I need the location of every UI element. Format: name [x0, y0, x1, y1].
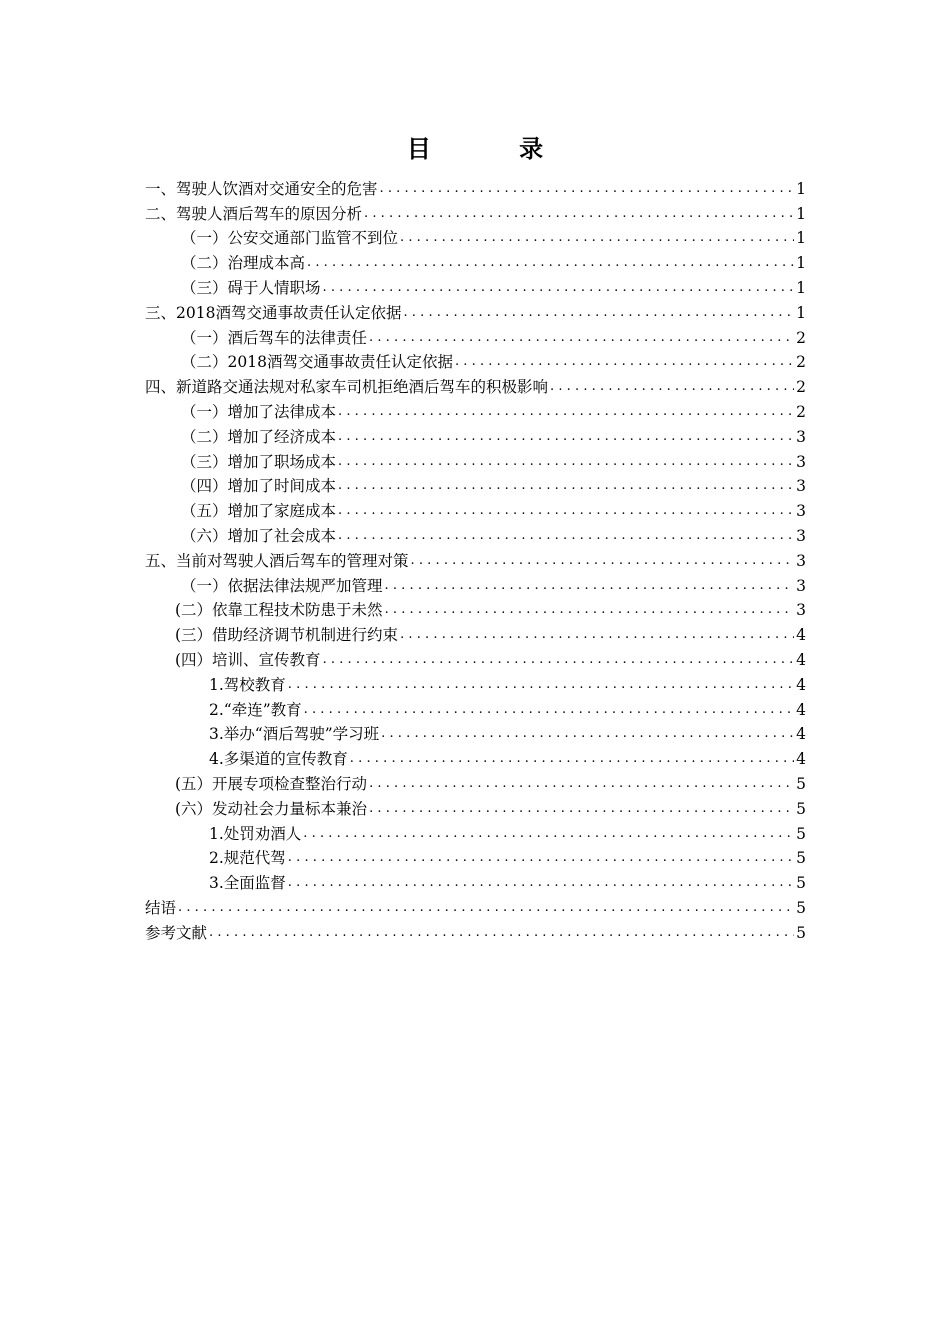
toc-dot-leader: [178, 898, 794, 918]
toc-title: 目 录: [406, 134, 584, 163]
toc-entry-title: (六）发动社会力量标本兼治: [175, 799, 368, 818]
toc-entry-title: （六）增加了社会成本: [181, 526, 337, 545]
toc-dot-leader: [381, 724, 794, 744]
toc-dot-leader: [364, 204, 794, 224]
toc-entry[interactable]: [145, 521, 806, 546]
toc-dot-leader: [403, 303, 794, 323]
toc-entry-title: （二）增加了经济成本: [181, 427, 337, 446]
toc-entry-title: （一）公安交通部门监管不到位: [181, 229, 399, 248]
toc-entry[interactable]: [145, 893, 806, 918]
toc-dot-leader: [385, 600, 794, 620]
toc-entry-title: (三）借助经济调节机制进行约束: [175, 626, 399, 645]
toc-page-number: 4: [796, 700, 806, 719]
toc-entry[interactable]: [145, 744, 806, 769]
toc-entry-title: 四、新道路交通法规对私家车司机拒绝酒后驾车的积极影响: [145, 378, 549, 397]
toc-entry[interactable]: [145, 248, 806, 273]
toc-page-number: 1: [796, 179, 806, 198]
toc-entry-title: （五）增加了家庭成本: [181, 502, 337, 521]
toc-page-number: 2: [796, 328, 806, 347]
toc-page-number: 5: [796, 874, 806, 893]
toc-entry-title: （四）增加了时间成本: [181, 477, 337, 496]
toc-page-number: 4: [796, 750, 806, 769]
toc-page-number: 4: [796, 650, 806, 669]
toc-entry-title: 2.“牵连”教育: [209, 700, 302, 719]
toc-dot-leader: [338, 427, 794, 447]
toc-entry[interactable]: [145, 645, 806, 670]
toc-dot-leader: [369, 774, 794, 794]
toc-entry[interactable]: [145, 199, 806, 224]
toc-entry[interactable]: [145, 620, 806, 645]
toc-entry-title: (五）开展专项检查整治行动: [175, 774, 368, 793]
toc-entry-title: （二）2018酒驾交通事故责任认定依据: [181, 353, 453, 372]
toc-entry-title: （一）依据法律法规严加管理: [181, 576, 383, 595]
toc-page-number: 5: [796, 849, 806, 868]
toc-dot-leader: [369, 328, 794, 348]
toc-entry-title: 2.规范代驾: [209, 849, 286, 868]
toc-page-number: 1: [796, 278, 806, 297]
toc-entry-title: 结语: [145, 898, 177, 917]
toc-page-number: 5: [796, 824, 806, 843]
toc-page-number: 5: [796, 923, 806, 942]
toc-page-number: 3: [796, 526, 806, 545]
toc-page-number: 2: [796, 353, 806, 372]
toc-dot-leader: [303, 824, 794, 844]
toc-entry[interactable]: [145, 397, 806, 422]
toc-entry[interactable]: [145, 794, 806, 819]
toc-entry-title: 3.举办“酒后驾驶”学习班: [209, 725, 380, 744]
toc-dot-leader: [338, 402, 794, 422]
toc-dot-leader: [550, 377, 794, 397]
toc-dot-leader: [411, 551, 794, 571]
toc-page-number: 5: [796, 898, 806, 917]
toc-entry[interactable]: [145, 472, 806, 497]
toc-entry[interactable]: [145, 720, 806, 745]
toc-page-number: 3: [796, 551, 806, 570]
toc-entry[interactable]: [145, 298, 806, 323]
toc-entry[interactable]: [145, 695, 806, 720]
toc-entry-title: 五、当前对驾驶人酒后驾车的管理对策: [145, 551, 409, 570]
toc-dot-leader: [323, 278, 794, 298]
toc-entry[interactable]: [145, 819, 806, 844]
toc-page-number: 5: [796, 799, 806, 818]
toc-entry[interactable]: [145, 323, 806, 348]
toc-dot-leader: [304, 700, 794, 720]
toc-dot-leader: [380, 179, 794, 199]
toc-list: [145, 174, 806, 943]
toc-dot-leader: [385, 576, 794, 596]
toc-entry-title: 1.处罚劝酒人: [209, 824, 302, 843]
toc-page-number: 5: [796, 774, 806, 793]
toc-dot-leader: [288, 848, 794, 868]
toc-entry[interactable]: [145, 670, 806, 695]
toc-entry[interactable]: [145, 447, 806, 472]
toc-entry-title: （一）酒后驾车的法律责任: [181, 328, 368, 347]
toc-page-number: 4: [796, 626, 806, 645]
toc-page-number: 1: [796, 254, 806, 273]
toc-page-number: 2: [796, 402, 806, 421]
toc-dot-leader: [455, 352, 794, 372]
toc-entry-title: 三、2018酒驾交通事故责任认定依据: [145, 303, 402, 322]
toc-dot-leader: [400, 228, 794, 248]
toc-entry-title: （三）碍于人情职场: [181, 278, 321, 297]
toc-page-number: 1: [796, 229, 806, 248]
toc-entry[interactable]: [145, 571, 806, 596]
toc-entry-title: 3.全面监督: [209, 874, 286, 893]
toc-dot-leader: [288, 873, 794, 893]
toc-entry-title: (二）依靠工程技术防患于未然: [175, 601, 383, 620]
toc-entry-title: 4.多渠道的宣传教育: [209, 750, 348, 769]
toc-dot-leader: [350, 749, 794, 769]
toc-entry[interactable]: [145, 422, 806, 447]
toc-entry[interactable]: [145, 596, 806, 621]
toc-entry-title: 二、驾驶人酒后驾车的原因分析: [145, 204, 363, 223]
toc-page-number: 1: [796, 204, 806, 223]
toc-entry[interactable]: [145, 348, 806, 373]
toc-entry[interactable]: [145, 769, 806, 794]
toc-entry[interactable]: [145, 174, 806, 199]
toc-entry-title: （三）增加了职场成本: [181, 452, 337, 471]
toc-entry-title: (四）培训、宣传教育: [175, 650, 321, 669]
toc-entry-title: （二）治理成本高: [181, 254, 306, 273]
toc-page-number: 3: [796, 427, 806, 446]
toc-entry[interactable]: [145, 844, 806, 869]
toc-page-number: 3: [796, 576, 806, 595]
toc-page-number: 3: [796, 452, 806, 471]
toc-dot-leader: [400, 625, 794, 645]
toc-entry[interactable]: [145, 224, 806, 249]
toc-page-number: 4: [796, 725, 806, 744]
toc-page-number: 2: [796, 378, 806, 397]
toc-dot-leader: [338, 452, 794, 472]
toc-entry[interactable]: [145, 918, 806, 943]
toc-page-number: 3: [796, 502, 806, 521]
toc-dot-leader: [307, 253, 794, 273]
toc-entry-title: （一）增加了法律成本: [181, 402, 337, 421]
toc-dot-leader: [369, 799, 794, 819]
toc-dot-leader: [338, 526, 794, 546]
toc-page-number: 1: [796, 303, 806, 322]
toc-page-number: 4: [796, 675, 806, 694]
toc-page-number: 3: [796, 477, 806, 496]
toc-dot-leader: [209, 923, 794, 943]
toc-entry[interactable]: [145, 372, 806, 397]
toc-dot-leader: [323, 650, 794, 670]
toc-page-number: 3: [796, 601, 806, 620]
toc-entry[interactable]: [145, 496, 806, 521]
toc-dot-leader: [288, 675, 794, 695]
toc-entry[interactable]: [145, 546, 806, 571]
toc-entry-title: 参考文献: [145, 923, 208, 942]
toc-entry[interactable]: [145, 273, 806, 298]
toc-entry-title: 一、驾驶人饮酒对交通安全的危害: [145, 179, 378, 198]
toc-dot-leader: [338, 501, 794, 521]
toc-entry[interactable]: [145, 868, 806, 893]
toc-dot-leader: [338, 476, 794, 496]
toc-entry-title: 1.驾校教育: [209, 675, 286, 694]
